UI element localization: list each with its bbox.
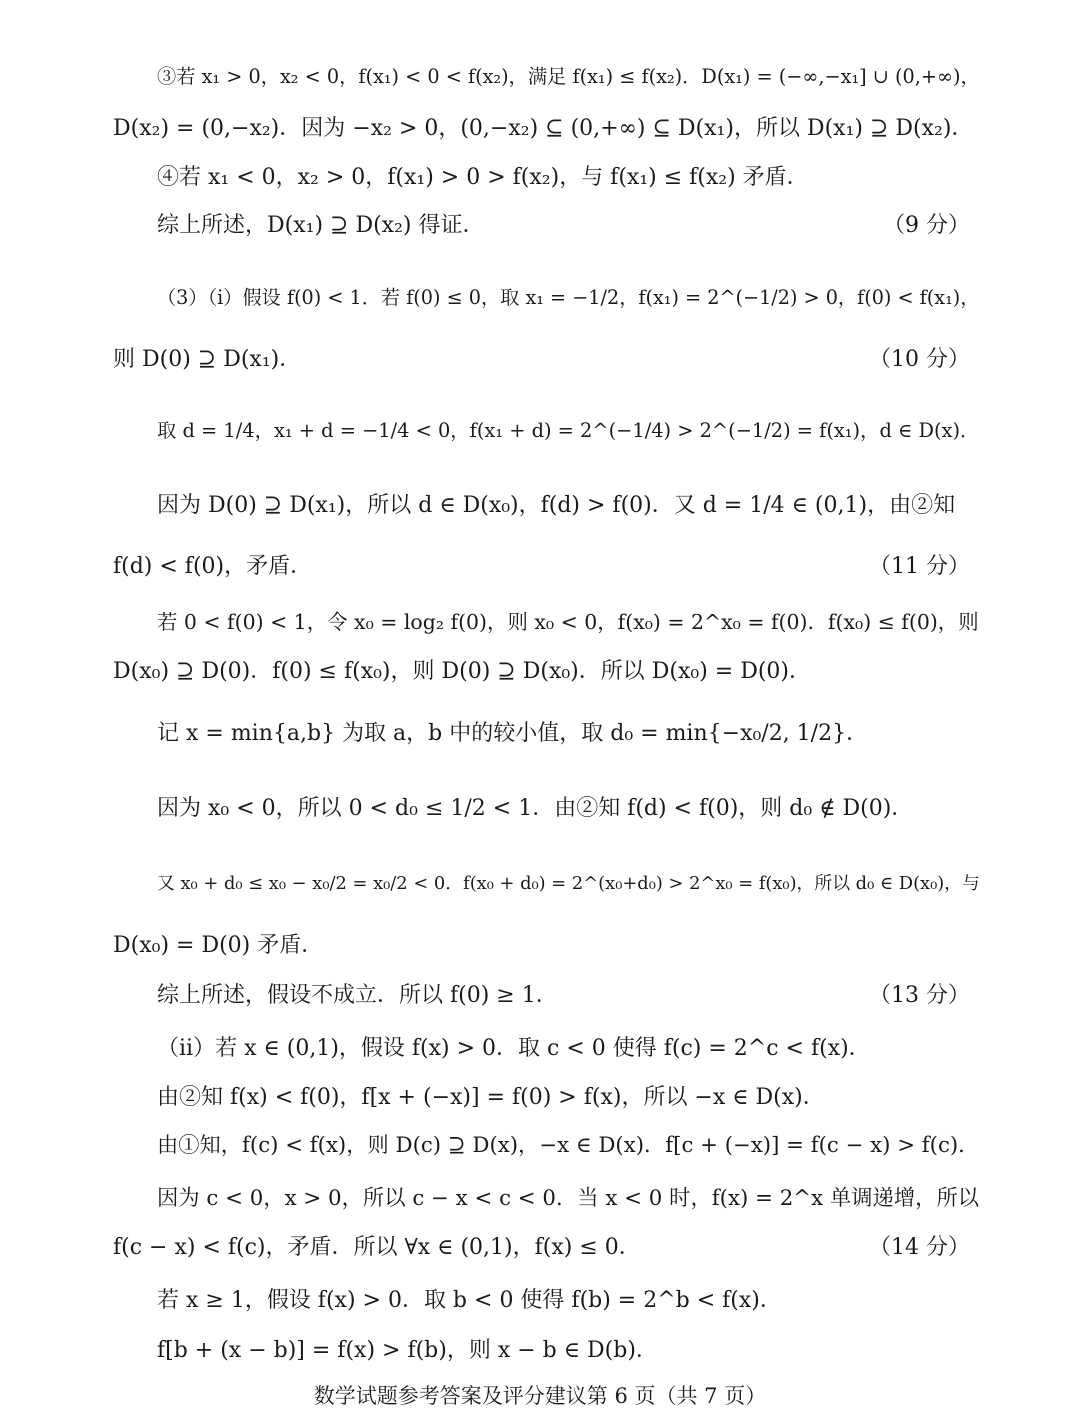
line-text: D(x₂) = (0,−x₂)．因为 −x₂ > 0，(0,−x₂) ⊆ (0,+∞) ⊆ D(x₁)，所以 D(x₁) ⊇ D(x₂)． (113, 116, 974, 141)
line-text: f(d) < f(0)，矛盾． (113, 554, 313, 579)
line-text: f[b + (x − b)] = f(x) > f(b)，则 x − b ∈ D(b)． (157, 1338, 658, 1363)
line-text: （ⅱ）若 x ∈ (0,1)，假设 f(x) > 0．取 c < 0 使得 f(c) = 2^c < f(x)． (157, 1036, 871, 1061)
score-mark: （13 分） (869, 983, 970, 1008)
score-mark: （11 分） (869, 554, 970, 579)
score-mark: （9 分） (883, 213, 970, 238)
line-text: 若 x ≥ 1，假设 f(x) > 0．取 b < 0 使得 f(b) = 2^b < f(x)． (157, 1288, 782, 1313)
line-text: D(x₀) ⊇ D(0)．f(0) ≤ f(x₀)，则 D(0) ⊇ D(x₀)．所以 D(x₀) = D(0)． (113, 659, 812, 684)
line-text: 因为 x₀ < 0，所以 0 < d₀ ≤ 1/2 < 1．由②知 f(d) < f(0)，则 d₀ ∉ D(0)． (157, 796, 914, 821)
line-text: 综上所述，假设不成立．所以 f(0) ≥ 1． (157, 983, 558, 1008)
line-text: （3）（ⅰ）假设 f(0) < 1．若 f(0) ≤ 0，取 x₁ = −1/2，f(x₁) = 2^(−1/2) > 0，f(0) < f(x₁)， (157, 286, 980, 309)
line-text: 若 0 < f(0) < 1，令 x₀ = log₂ f(0)，则 x₀ < 0，f(x₀) = 2^x₀ = f(0)．f(x₀) ≤ f(0)，则 (157, 610, 979, 634)
line-text: 由①知，f(c) < f(x)，则 D(c) ⊇ D(x)，−x ∈ D(x)．f[c + (−x)] = f(c − x) > f(c)． (157, 1133, 980, 1158)
line-text: 因为 c < 0，x > 0，所以 c − x < c < 0．当 x < 0 时，f(x) = 2^x 单调递增，所以 (157, 1186, 980, 1211)
line-text: ④若 x₁ < 0，x₂ > 0，f(x₁) > 0 > f(x₂)，与 f(x₁) ≤ f(x₂) 矛盾． (157, 165, 809, 190)
line-text: 又 x₀ + d₀ ≤ x₀ − x₀/2 = x₀/2 < 0．f(x₀ + d₀) = 2^(x₀+d₀) > 2^x₀ = f(x₀)，所以 d₀ ∈ D(x₀)，与 (157, 873, 980, 894)
line-text: 由②知 f(x) < f(0)，f[x + (−x)] = f(0) > f(x)，所以 −x ∈ D(x)． (157, 1085, 825, 1110)
line-text: 取 d = 1/4，x₁ + d = −1/4 < 0，f(x₁ + d) = 2^(−1/4) > 2^(−1/2) = f(x₁)，d ∈ D(x)． (157, 419, 980, 442)
line-text: 因为 D(0) ⊇ D(x₁)，所以 d ∈ D(x₀)，f(d) > f(0)．又 d = 1/4 ∈ (0,1)，由②知 (157, 493, 956, 518)
line-text: D(x₀) = D(0) 矛盾． (113, 933, 324, 958)
line-text: 则 D(0) ⊇ D(x₁)． (113, 347, 302, 372)
line-text: 记 x = min{a,b} 为取 a，b 中的较小值，取 d₀ = min{−x₀/2, 1/2}． (157, 721, 869, 746)
line-text: ③若 x₁ > 0，x₂ < 0，f(x₁) < 0 < f(x₂)，满足 f(x₁) ≤ f(x₂)．D(x₁) = (−∞,−x₁] ∪ (0,+∞)， (157, 65, 980, 88)
line-text: 综上所述，D(x₁) ⊇ D(x₂) 得证． (157, 213, 485, 238)
line-text: f(c − x) < f(c)，矛盾．所以 ∀x ∈ (0,1)，f(x) ≤ 0． (113, 1235, 641, 1260)
score-mark: （10 分） (869, 347, 970, 372)
score-mark: （14 分） (869, 1235, 970, 1260)
page-footer: 数学试题参考答案及评分建议第 6 页（共 7 页） (313, 1384, 767, 1408)
